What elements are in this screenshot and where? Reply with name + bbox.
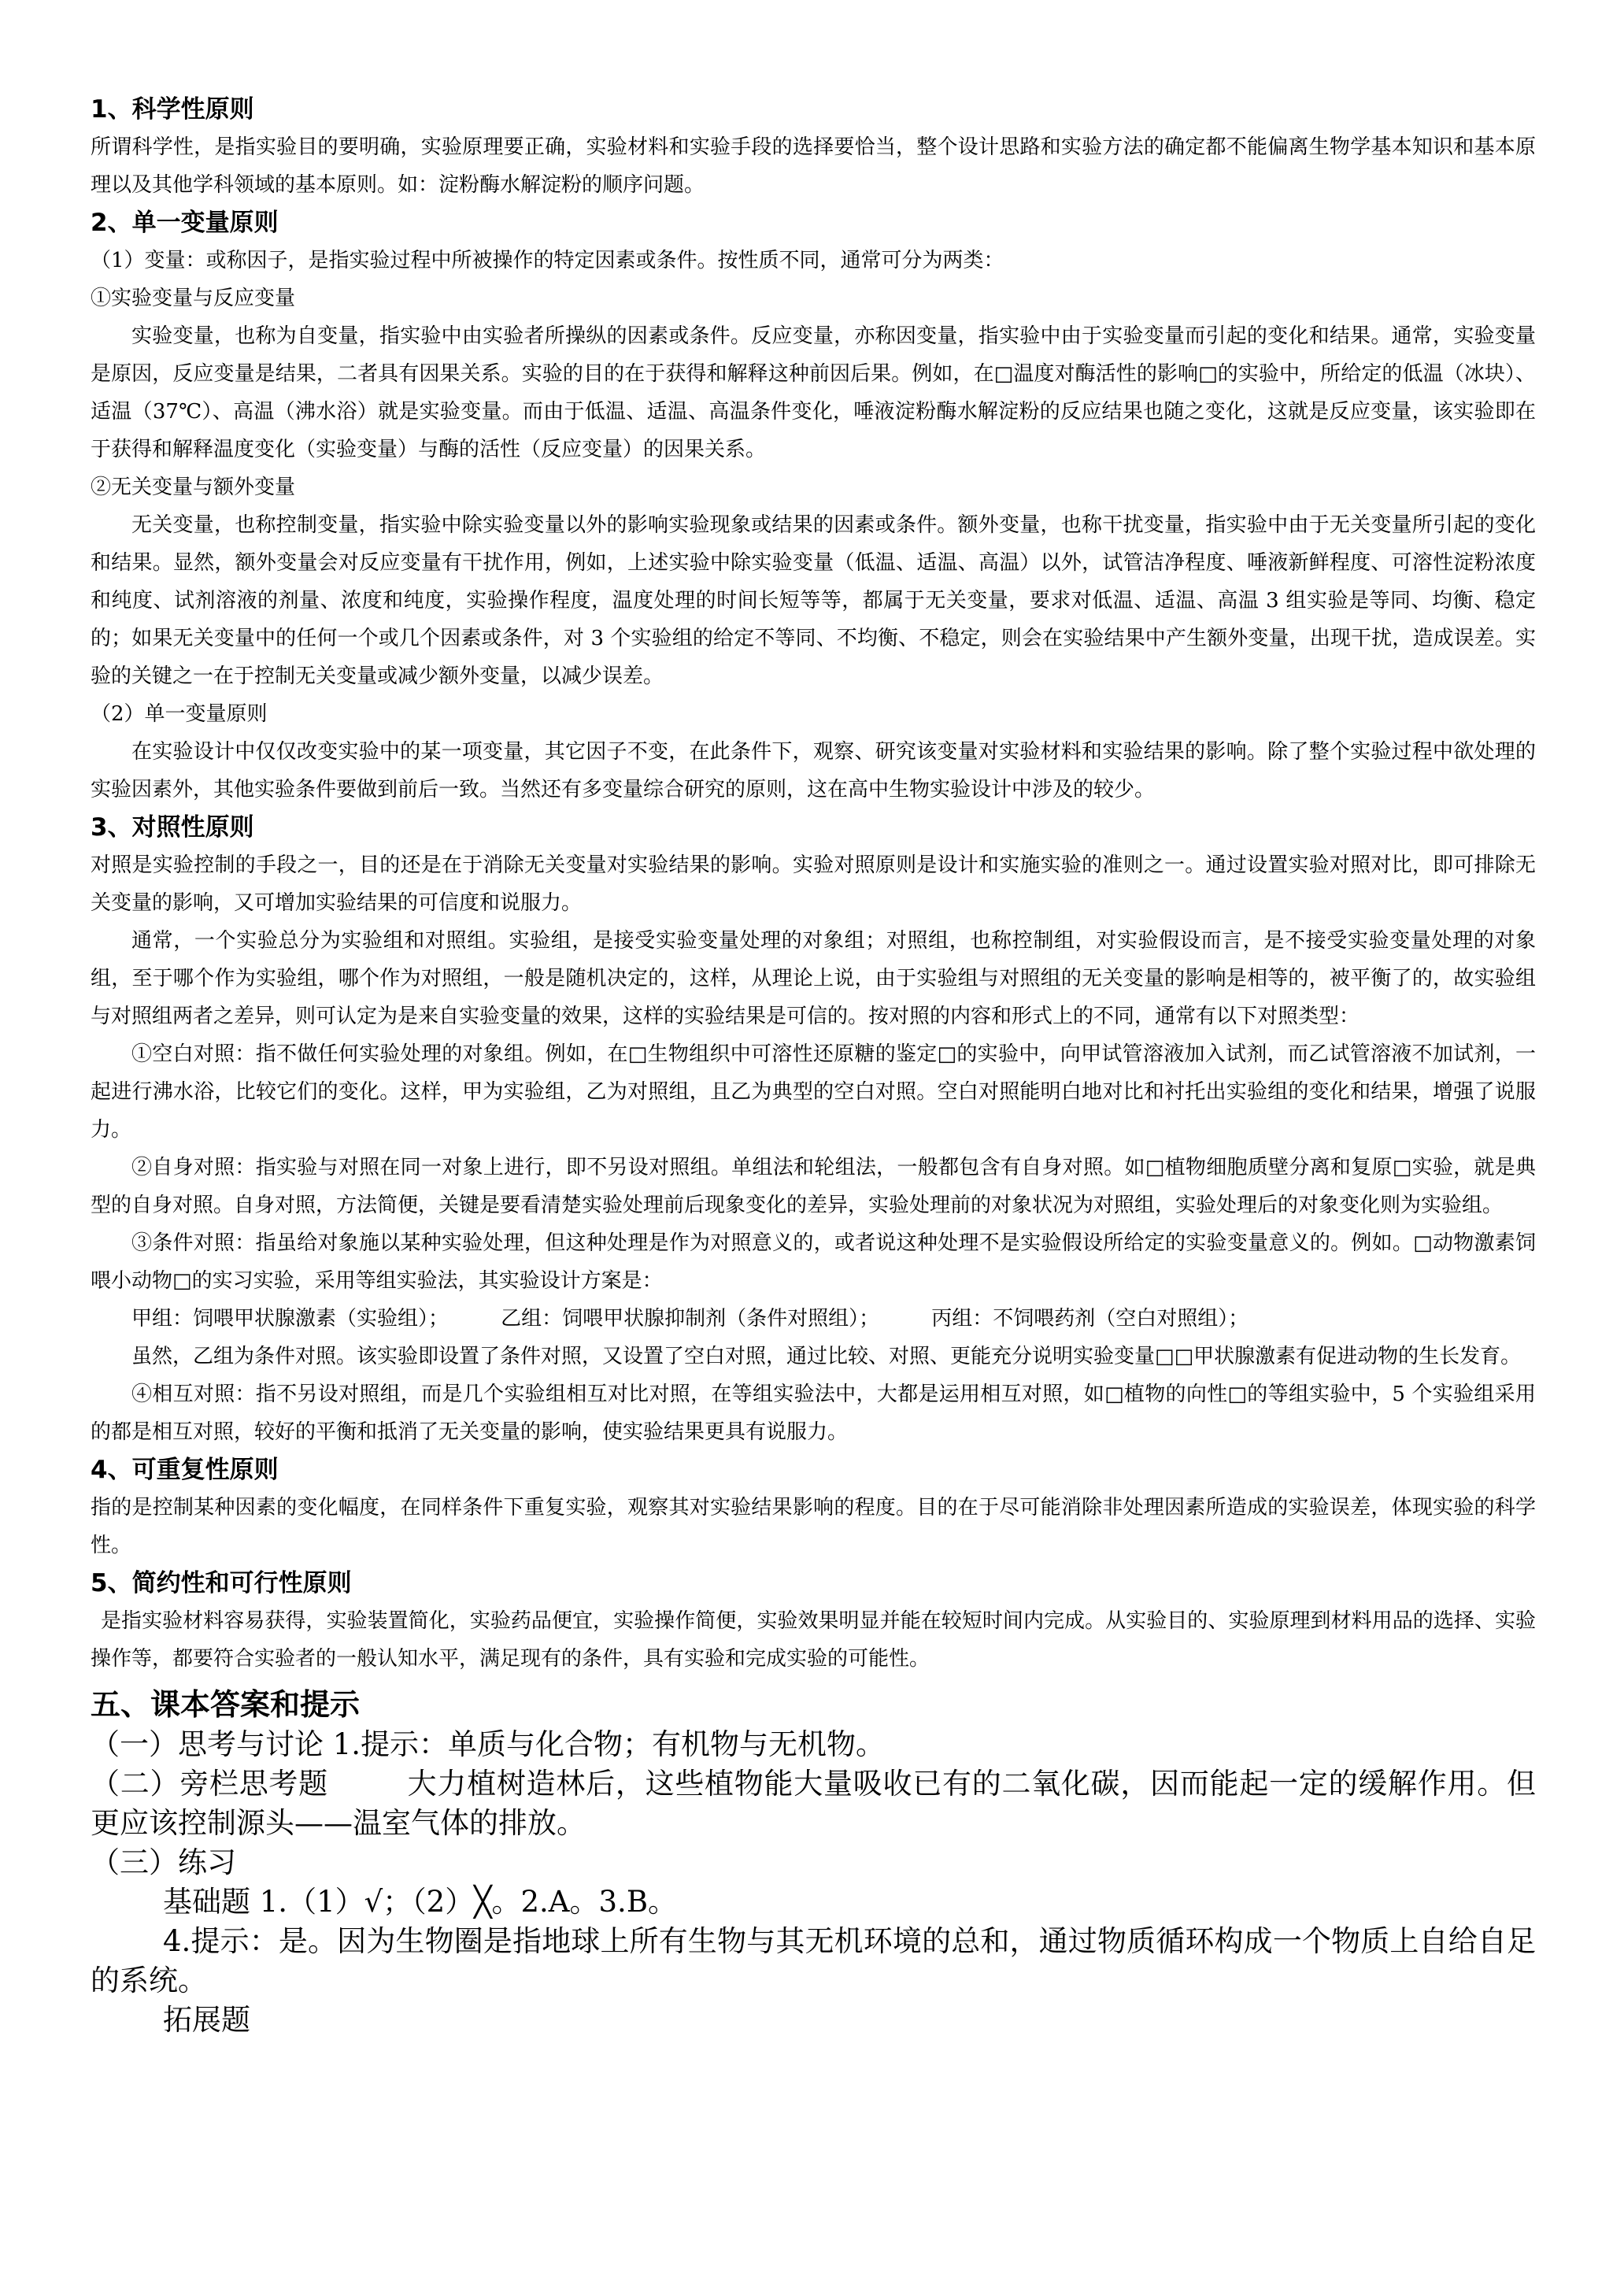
group-b: 乙组：饲喂甲状腺抑制剂（条件对照组）；	[501, 1307, 880, 1331]
sidebar-label: （二）旁栏思考题	[91, 1767, 328, 1801]
section-5-text: 是指实验材料容易获得，实验装置简化，实验药品便宜，实验操作简便，实验效果明显并能在较短时间内完成。从实验目的、实验原理到材料用品的选择、实验操作等，都要符合实验者的一般认知水平，满足现有的条件，具有实验和完成实验的可能性。	[91, 1609, 1536, 1671]
single-variable-text: 在实验设计中仅仅改变实验中的某一项变量，其它因子不变，在此条件下，观察、研究该变量对实验材料和实验结果的影响。除了整个实验过程中欲处理的实验因素外，其他实验条件要做到前后一致。当然还有多变量综合研究的原则，这在高中生物实验设计中涉及的较少。	[91, 740, 1536, 801]
basic-questions: 基础题 1.（1）√；（2）╳。2.A。3.B。	[163, 1885, 678, 1919]
experimental-variable-text: 实验变量，也称为自变量，指实验中由实验者所操纵的因素或条件。反应变量，亦称因变量，指实验中由于实验变量而引起的变化和结果。通常，实验变量是原因，反应变量是结果，二者具有因果关系。实验的目的在于获得和解释这种前因后果。例如，在□温度对酶活性的影响□的实验中，所给定的低温（冰块）、适温（37℃）、高温（沸水浴）就是实验变量。而由于低温、适温、高温条件变化，唾液淀粉酶水解淀粉的反应结果也随之变化，这就是反应变量，该实验即在于获得和解释温度变化（实验变量）与酶的活性（反应变量）的因果关系。	[91, 324, 1536, 461]
question-4-hint: 4.提示：是。因为生物圈是指地球上所有生物与其无机环境的总和，通过物质循环构成一个物质上自给自足的系统。	[91, 1924, 1536, 1997]
section-2-title: 2、单一变量原则	[91, 209, 279, 237]
control-intro-text: 对照是实验控制的手段之一，目的还是在于消除无关变量对实验结果的影响。实验对照原则是设计和实施实验的准则之一。通过设置实验对照对比，即可排除无关变量的影响，又可增加实验结果的可信度和说服力。	[91, 853, 1536, 915]
conditional-control-conclusion: 虽然，乙组为条件对照。该实验即设置了条件对照，又设置了空白对照，通过比较、对照、更能充分说明实验变量□□甲状腺激素有促进动物的生长发育。	[131, 1345, 1522, 1368]
blank-control-text: ①空白对照：指不做任何实验处理的对象组。例如，在□生物组织中可溶性还原糖的鉴定□的实验中，向甲试管溶液加入试剂，而乙试管溶液不加试剂，一起进行沸水浴，比较它们的变化。这样，甲为实验组，乙为对照组，且乙为典型的空白对照。空白对照能明白地对比和衬托出实验组的变化和结果，增强了说服力。	[91, 1042, 1536, 1142]
mutual-control-text: ④相互对照：指不另设对照组，而是几个实验组相互对比对照，在等组实验法中，大都是运用相互对照，如□植物的向性□的等组实验中，5 个实验组采用的都是相互对照，较好的平衡和抵消了无关变量的影响，使实验结果更具有说服力。	[91, 1383, 1536, 1444]
subheading-single-variable: （2）单一变量原则	[91, 702, 268, 726]
answer-discussion: （一）思考与讨论 1.提示：单质与化合物；有机物与无机物。	[91, 1727, 886, 1761]
control-groups-text: 通常，一个实验总分为实验组和对照组。实验组，是接受实验变量处理的对象组；对照组，也称控制组，对实验假设而言，是不接受实验变量处理的对象组，至于哪个作为实验组，哪个作为对照组，一般是随机决定的，这样，从理论上说，由于实验组与对照组的无关变量的影响是相等的，被平衡了的，故实验组与对照组两者之差异，则可认定为是来自实验变量的效果，这样的实验结果是可信的。按对照的内容和形式上的不同，通常有以下对照类型：	[91, 929, 1536, 1028]
self-control-text: ②自身对照：指实验与对照在同一对象上进行，即不另设对照组。单组法和轮组法，一般都包含有自身对照。如□植物细胞质壁分离和复原□实验，就是典型的自身对照。自身对照，方法简便，关键是要看清楚实验处理前后现象变化的差异，实验处理前的对象状况为对照组，实验处理后的对象变化则为实验组。	[91, 1156, 1536, 1217]
experiment-groups	[91, 1300, 1536, 1338]
extension-questions: 拓展题	[163, 2003, 250, 2037]
subheading-irrelevant-variable: ②无关变量与额外变量	[91, 476, 296, 499]
sidebar-answer-text: 大力植树造林后，这些植物能大量吸收已有的二氧化碳，因而能起一定的缓解作用。但更应该控制源头——温室气体的排放。	[91, 1767, 1537, 1840]
section-5-title: 5、简约性和可行性原则	[91, 1569, 352, 1597]
section-4-title: 4、可重复性原则	[91, 1456, 279, 1484]
irrelevant-variable-text: 无关变量，也称控制变量，指实验中除实验变量以外的影响实验现象或结果的因素或条件。额外变量，也称干扰变量，指实验中由于无关变量所引起的变化和结果。显然，额外变量会对反应变量有干扰作用，例如，上述实验中除实验变量（低温、适温、高温）以外，试管洁净程度、唾液新鲜程度、可溶性淀粉浓度和纯度、试剂溶液的剂量、浓度和纯度，实验操作程度，温度处理的时间长短等等，都属于无关变量，要求对低温、适温、高温 3 组实验是等同、均衡、稳定的；如果无关变量中的任何一个或几个因素或条件，对 3 个实验组的给定不等同、不均衡、不稳定，则会在实验结果中产生额外变量，出现干扰，造成误差。实验的关键之一在于控制无关变量或减少额外变量，以减少误差。	[91, 513, 1536, 688]
section-1-title: 1、科学性原则	[91, 95, 254, 124]
group-a: 甲组：饲喂甲状腺激素（实验组）；	[131, 1307, 449, 1331]
conditional-control-text: ③条件对照：指虽给对象施以某种实验处理，但这种处理是作为对照意义的，或者说这种处理不是实验假设所给定的实验变量意义的。例如。□动物激素饲喂小动物□的实习实验，采用等组实验法，其实验设计方案是：	[91, 1231, 1536, 1293]
section-1-text: 所谓科学性，是指实验目的要明确，实验原理要正确，实验材料和实验手段的选择要恰当，整个设计思路和实验方法的确定都不能偏离生物学基本知识和基本原理以及其他学科领域的基本原则。如：淀粉酶水解淀粉的顺序问题。	[91, 135, 1536, 197]
group-c: 丙组：不饲喂药剂（空白对照组）；	[931, 1307, 1249, 1331]
subheading-experimental-variable: ①实验变量与反应变量	[91, 287, 296, 310]
variable-definition: （1）变量：或称因子，是指实验过程中所被操作的特定因素或条件。按性质不同，通常可分为两类：	[91, 249, 1004, 272]
answer-sidebar	[91, 1764, 1536, 1843]
section-3-title: 3、对照性原则	[91, 813, 254, 842]
exercise-heading: （三）练习	[91, 1845, 236, 1879]
answers-heading: 五、课本答案和提示	[91, 1687, 361, 1722]
section-4-text: 指的是控制某种因素的变化幅度，在同样条件下重复实验，观察其对实验结果影响的程度。目的在于尽可能消除非处理因素所造成的实验误差，体现实验的科学性。	[91, 1496, 1536, 1557]
